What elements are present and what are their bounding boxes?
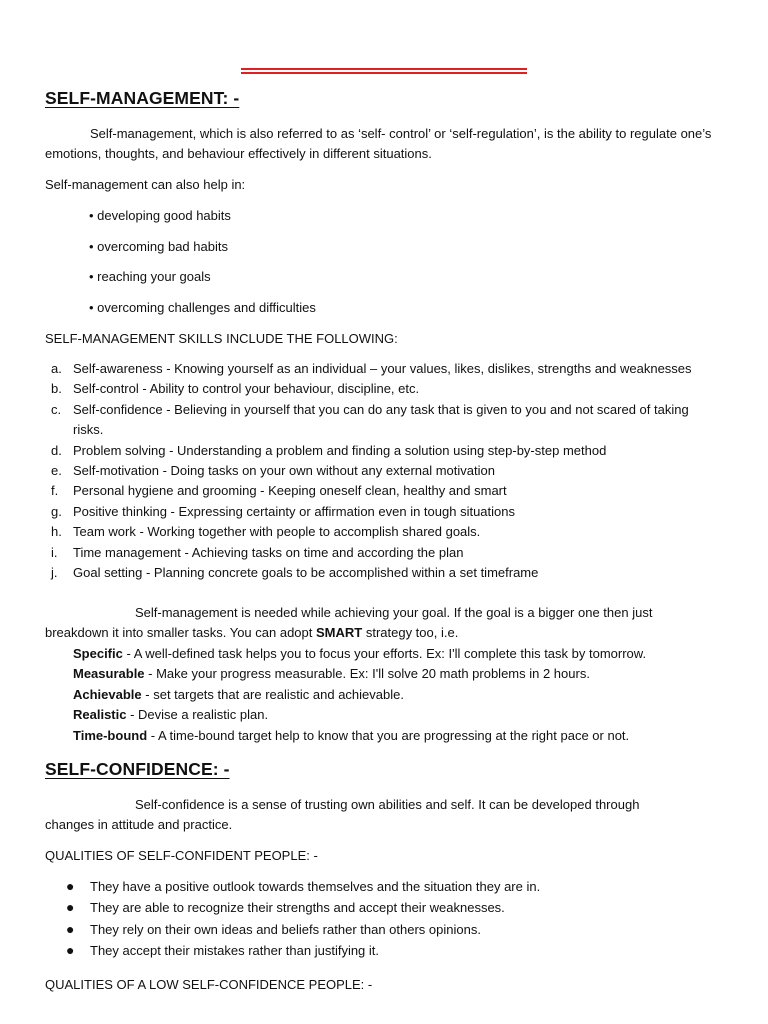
smart-term: Achievable — [73, 686, 142, 702]
skill-item — [45, 481, 735, 501]
list-marker: f. — [51, 483, 59, 499]
section-heading-self-management: SELF-MANAGEMENT: - — [45, 88, 240, 108]
goal-text-end: strategy too, i.e. — [362, 625, 459, 640]
skill-text: Self-confidence - Believing in yourself that you can do any task that is given to you and not scared of taking risks. — [73, 401, 689, 438]
quality-item — [62, 897, 540, 918]
skill-item — [45, 359, 735, 379]
intro-paragraph: Self-management, which is also referred to as ‘self- control’ or ‘self-regulation’, is the ability to regulate one’s emotions, thoughts, and behaviour effectively in different situations. — [45, 126, 712, 161]
confidence-paragraph: Self-confidence is a sense of trusting own abilities and self. It can be developed through changes in attitude and practice. — [45, 797, 640, 832]
section-heading-self-confidence: SELF-CONFIDENCE: - — [45, 759, 230, 779]
list-marker: c. — [51, 401, 62, 417]
list-marker: d. — [51, 442, 62, 458]
smart-item — [73, 726, 646, 746]
skill-text: Goal setting - Planning concrete goals to be accomplished within a set timeframe — [73, 565, 539, 581]
bullet-dot-icon: ● — [66, 941, 75, 958]
skill-item — [45, 461, 735, 481]
list-marker: e. — [51, 463, 62, 479]
smart-keyword: SMART — [316, 625, 363, 640]
smart-term: Realistic — [73, 707, 127, 723]
quality-text: They accept their mistakes rather than justifying it. — [90, 942, 380, 958]
help-list-item: • overcoming challenges and difficulties — [89, 300, 316, 315]
list-marker: b. — [51, 381, 62, 397]
smart-item — [73, 705, 646, 725]
skill-text: Self-motivation - Doing tasks on your own without any external motivation — [73, 463, 495, 479]
bullet-dot-icon: ● — [66, 878, 75, 894]
skill-item — [45, 502, 735, 522]
smart-item — [73, 685, 646, 705]
list-marker: j. — [51, 565, 58, 581]
skill-item — [45, 400, 735, 441]
goal-paragraph — [45, 603, 695, 643]
skill-text: Team work - Working together with people to accomplish shared goals. — [73, 524, 481, 540]
quality-item — [62, 876, 540, 897]
skill-text: Self-control - Ability to control your behaviour, discipline, etc. — [73, 381, 420, 397]
smart-desc: - Devise a realistic plan. — [126, 707, 269, 723]
skill-text: Time management - Achieving tasks on time and according the plan — [73, 544, 464, 560]
help-list-item: • developing good habits — [89, 208, 231, 223]
decorative-red-rule — [241, 72, 527, 74]
qualities-list — [62, 876, 540, 961]
smart-item — [73, 644, 646, 664]
bullet-dot-icon: ● — [66, 920, 75, 937]
qualities-heading: QUALITIES OF SELF-CONFIDENT PEOPLE: - — [45, 848, 318, 863]
skill-item — [45, 543, 735, 563]
skill-item — [45, 379, 735, 399]
quality-text: They are able to recognize their strengths and accept their weaknesses. — [90, 900, 505, 916]
help-intro: Self-management can also help in: — [45, 177, 246, 192]
list-marker: g. — [51, 503, 62, 519]
skills-list — [45, 359, 735, 583]
smart-term: Time-bound — [73, 727, 148, 743]
skill-text: Personal hygiene and grooming - Keeping oneself clean, healthy and smart — [73, 483, 507, 499]
smart-desc: - A well-defined task helps you to focus your efforts. Ex: I'll complete this task by tomorrow. — [122, 646, 647, 661]
quality-text: They rely on their own ideas and beliefs rather than others opinions. — [90, 921, 481, 937]
help-list-item: • overcoming bad habits — [89, 239, 228, 254]
help-list-item: • reaching your goals — [89, 269, 211, 284]
quality-text: They have a positive outlook towards themselves and the situation they are in. — [90, 879, 541, 894]
skill-text: Problem solving - Understanding a problem and finding a solution using step-by-step method — [73, 442, 607, 458]
list-marker: a. — [51, 361, 62, 376]
smart-desc: - set targets that are realistic and achievable. — [141, 686, 404, 702]
smart-desc: - Make your progress measurable. Ex: I'll solve 20 math problems in 2 hours. — [144, 666, 590, 682]
quality-item — [62, 919, 540, 940]
skill-item — [45, 441, 735, 461]
low-confidence-heading: QUALITIES OF A LOW SELF-CONFIDENCE PEOPLE: - — [45, 977, 373, 992]
skill-item — [45, 522, 735, 542]
goal-text: Self-management is needed while achieving your goal. If the goal is a bigger one then just breakdown it into smaller tasks. You can adopt — [45, 605, 653, 640]
skill-text: Self-awareness - Knowing yourself as an individual – your values, likes, dislikes, strengths and weaknesses — [73, 361, 692, 376]
list-marker: h. — [51, 524, 62, 540]
decorative-red-rule — [241, 68, 527, 70]
list-marker: i. — [51, 544, 58, 560]
smart-term: Specific — [73, 646, 123, 661]
quality-item — [62, 940, 540, 961]
smart-term: Measurable — [73, 666, 145, 682]
skills-heading: SELF-MANAGEMENT SKILLS INCLUDE THE FOLLOWING: — [45, 331, 398, 346]
skill-item — [45, 563, 735, 583]
bullet-dot-icon: ● — [66, 899, 75, 916]
smart-list — [73, 644, 646, 746]
smart-item — [73, 664, 646, 684]
skill-text: Positive thinking - Expressing certainty or affirmation even in tough situations — [73, 503, 515, 519]
smart-desc: - A time-bound target help to know that you are progressing at the right pace or not. — [147, 727, 630, 743]
